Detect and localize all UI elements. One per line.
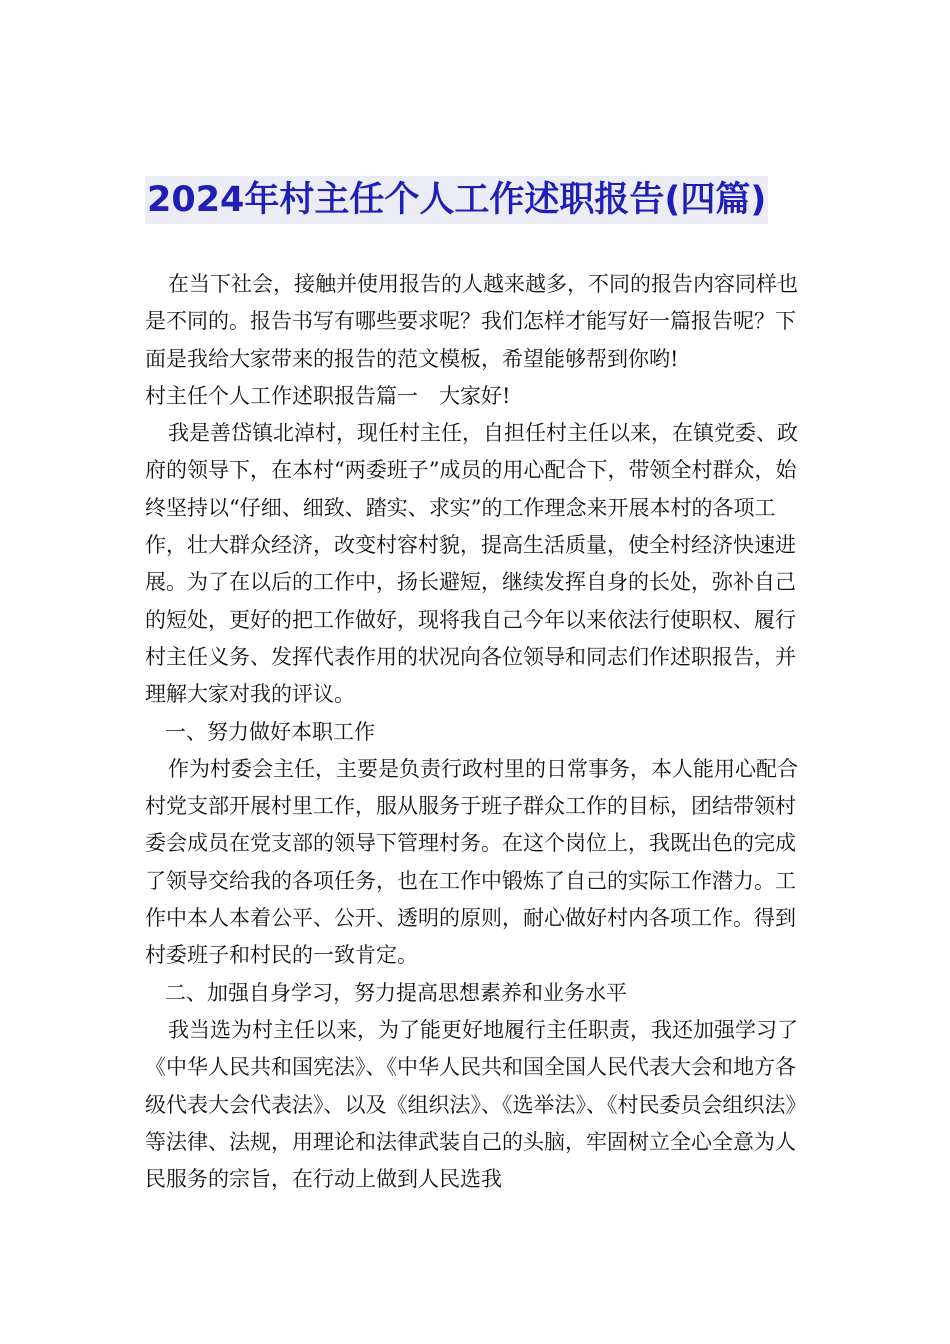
document-body: [145, 266, 805, 1198]
section-1-paragraph: 作为村委会主任，主要是负责行政村里的日常事务，本人能用心配合村党支部开展村里工作，服从服务于班子群众工作的目标，团结带领村委会成员在党支部的领导下管理村务。在这个岗位上，我既出色的完成了领导交给我的各项任务，也在工作中锻炼了自己的实际工作潜力。工作中本人本着公平、公开、透明的原则，耐心做好村内各项工作。得到村委班子和村民的一致肯定。: [145, 756, 798, 968]
section-heading-1: 一、努力做好本职工作: [165, 719, 375, 744]
document-title-highlight: [145, 176, 768, 224]
section-heading-2: 二、加强自身学习，努力提高思想素养和业务水平: [165, 980, 627, 1005]
section-heading-greeting: 村主任个人工作述职报告篇一 大家好!: [145, 383, 511, 408]
intro-paragraph: 在当下社会，接触并使用报告的人越来越多，不同的报告内容同样也是不同的。报告书写有哪些要求呢？我们怎样才能写好一篇报告呢？下面是我给大家带来的报告的范文模板，希望能够帮到你哟!: [145, 272, 798, 371]
section-2-paragraph: 我当选为村主任以来，为了能更好地履行主任职责，我还加强学习了《中华人民共和国宪法》、《中华人民共和国全国人民代表大会和地方各级代表大会代表法》、以及《组织法》、《选举法》、《村民委员会组织法》等法律、法规，用理论和法律武装自己的头脑，牢固树立全心全意为人民服务的宗旨，在行动上做到人民选我: [145, 1017, 798, 1192]
self-introduction-paragraph: 我是善岱镇北淖村，现任村主任，自担任村主任以来，在镇党委、政府的领导下，在本村“两委班子”成员的用心配合下，带领全村群众，始终坚持以“仔细、细致、踏实、求实”的工作理念来开展本村的各项工作，壮大群众经济，改变村容村貌，提高生活质量，使全村经济快速进展。为了在以后的工作中，扬长避短，继续发挥自身的长处，弥补自己的短处，更好的把工作做好，现将我自己今年以来依法行使职权、履行村主任义务、发挥代表作用的状况向各位领导和同志们作述职报告，并理解大家对我的评议。: [145, 421, 798, 707]
document-title: 2024年村主任个人工作述职报告(四篇): [147, 180, 767, 220]
